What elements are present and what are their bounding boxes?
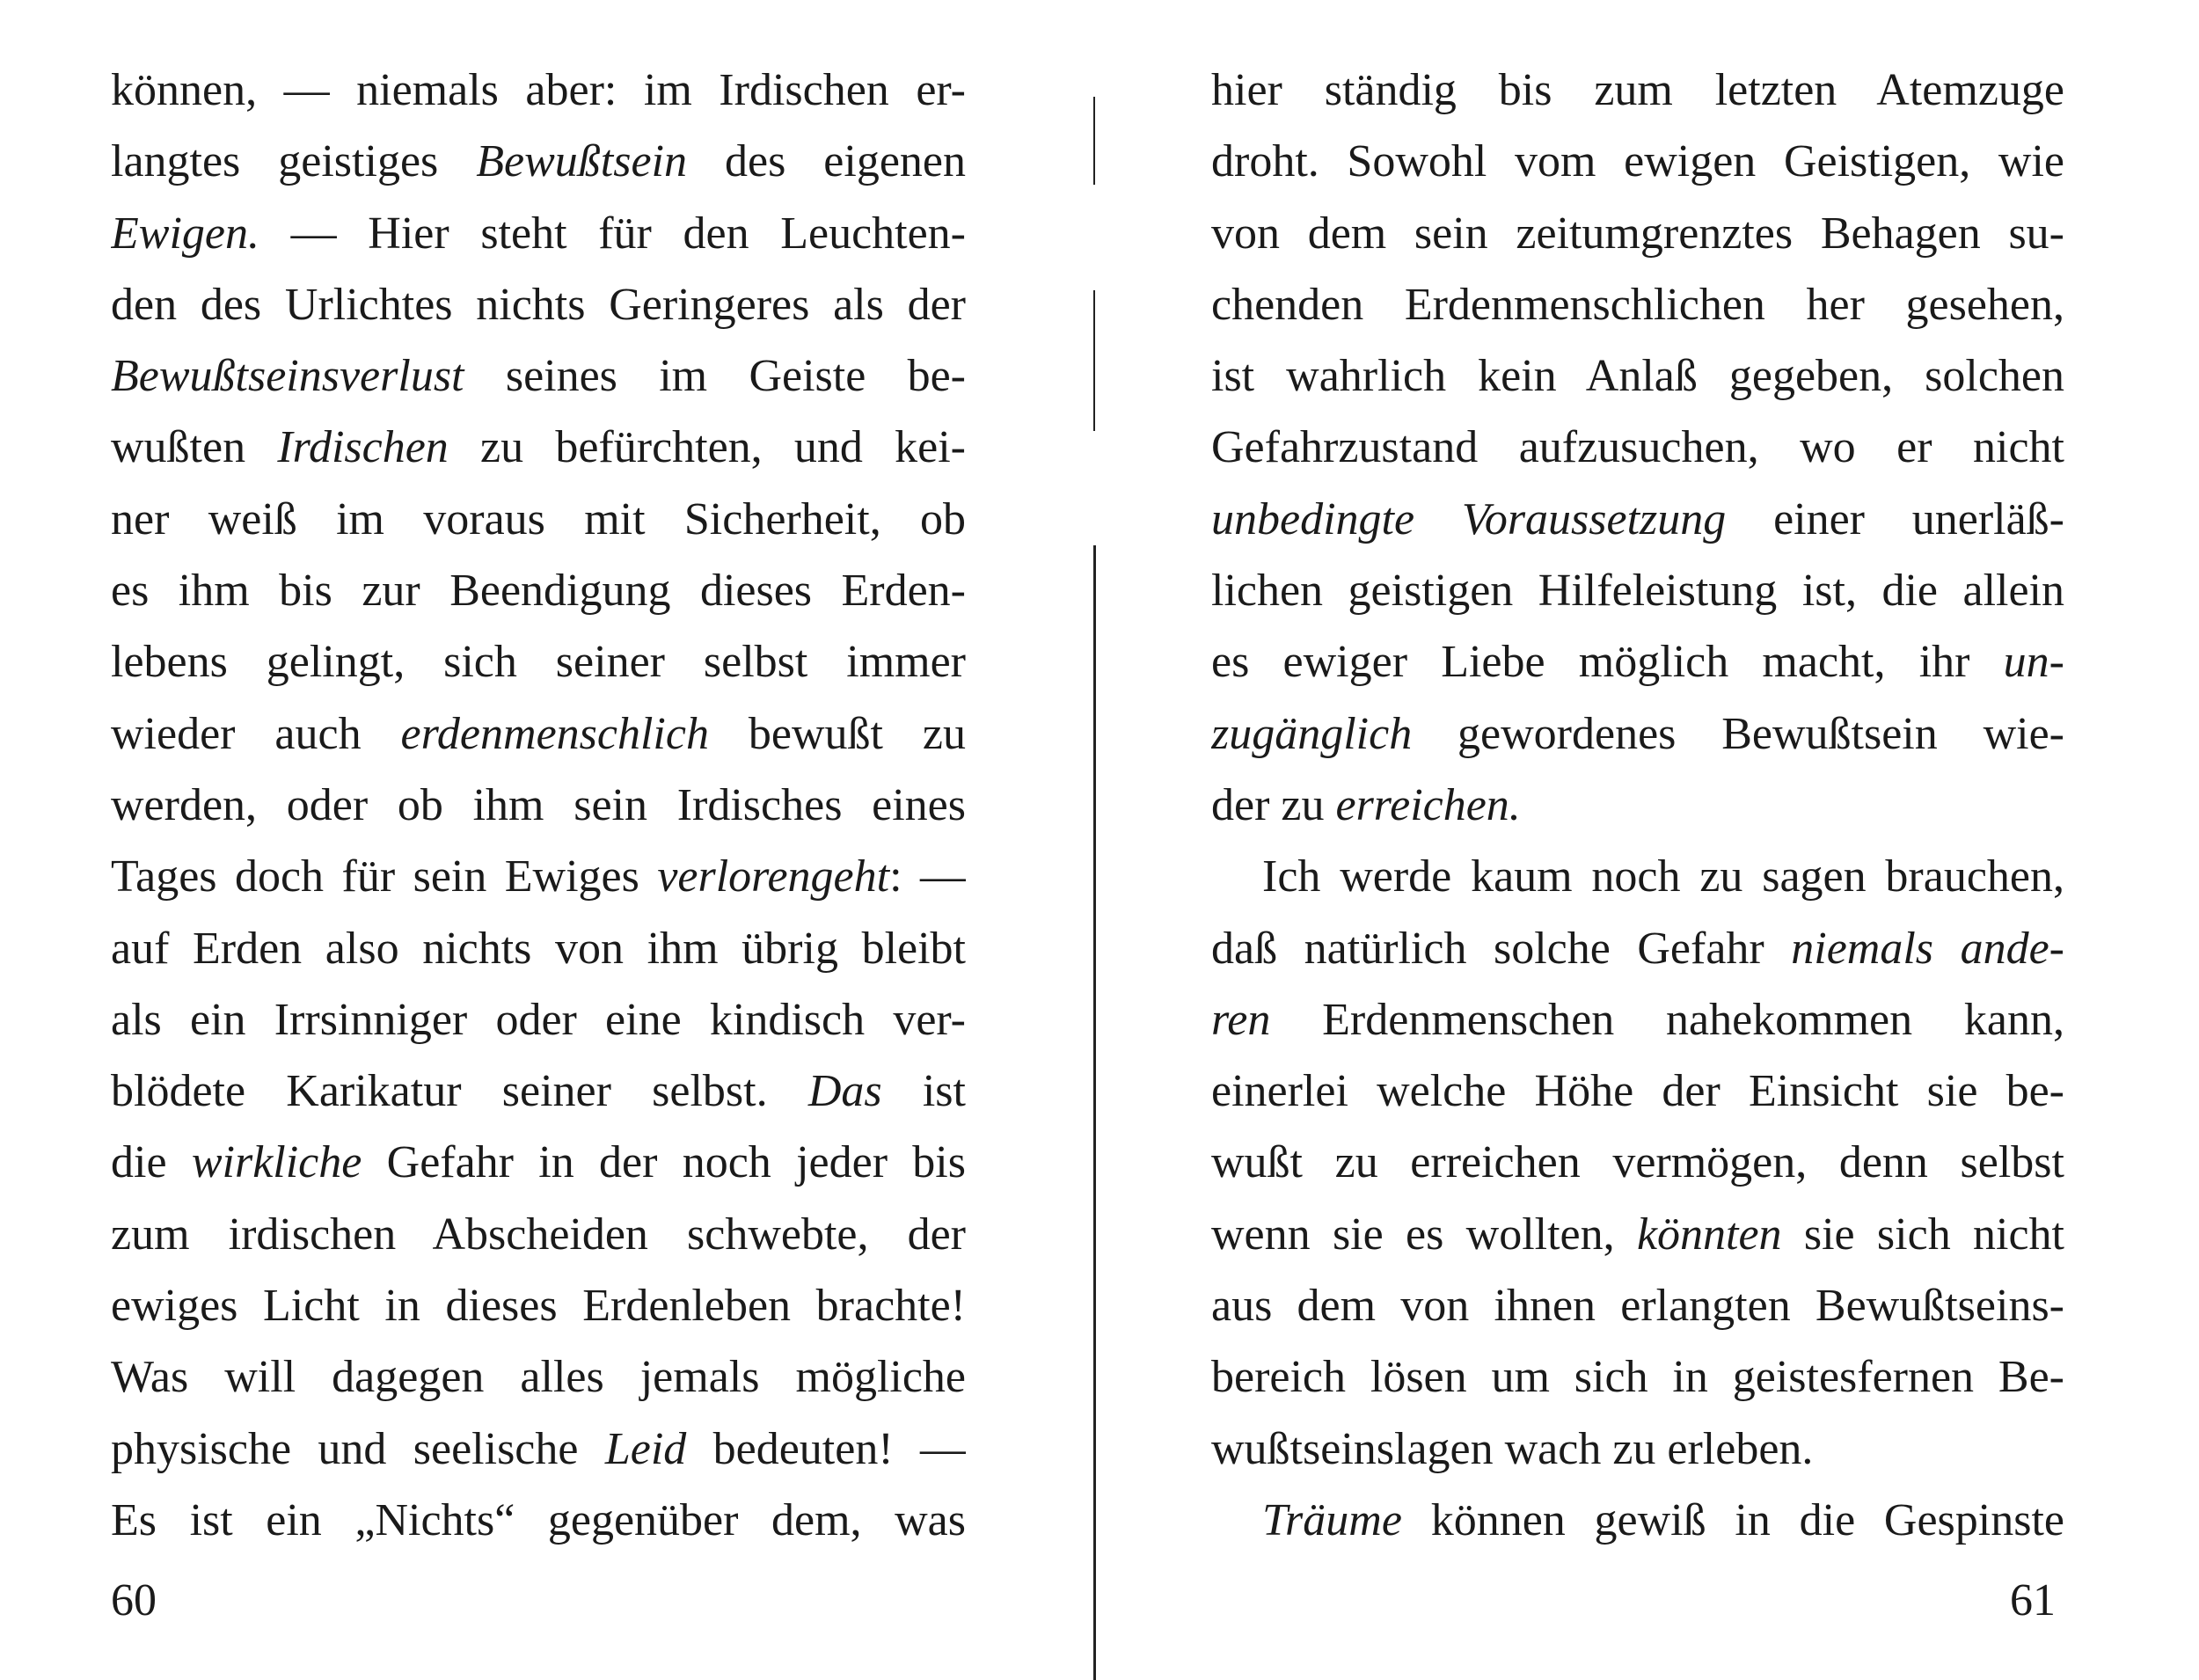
text-run: wußtseinslagen wach zu erleben. (1211, 1423, 1814, 1474)
text-line (1211, 626, 2064, 698)
text-run: sie sich nicht (1781, 1209, 2064, 1260)
text-run: einerlei welche Höhe der Einsicht sie be- (1211, 1066, 2064, 1117)
text-run: hier ständig bis zum letzten Atemzuge (1211, 65, 2064, 115)
emphasis-text: ren (1211, 994, 1271, 1045)
text-line (1211, 1127, 2064, 1198)
text-line (1211, 1199, 2064, 1270)
emphasis-text: Träume (1262, 1494, 1402, 1545)
text-run: Was will dagegen alles jemals mögliche (111, 1352, 966, 1403)
right-page-text (1211, 55, 2064, 1556)
left-page (0, 0, 1095, 1680)
emphasis-text: Ewigen. (111, 208, 259, 259)
text-line (111, 1055, 966, 1127)
text-run: den des Urlichtes nichts Geringeres als der (111, 279, 966, 330)
text-line (111, 55, 966, 126)
text-run: es ewiger Liebe möglich macht, ihr (1211, 637, 2004, 688)
text-line (1211, 55, 2064, 126)
text-run: Es ist ein „Nichts“ gegenüber dem, was (111, 1494, 966, 1545)
text-run: droht. Sowohl vom ewigen Geistigen, wie (1211, 136, 2064, 187)
text-line (111, 1485, 966, 1556)
text-run: als ein Irrsinniger oder eine kindisch ver- (111, 994, 966, 1045)
right-page (1095, 0, 2199, 1680)
text-line (1211, 698, 2064, 770)
text-line (111, 1413, 966, 1485)
emphasis-text: zugänglich (1211, 708, 1413, 759)
text-run: langtes geistiges (111, 136, 477, 187)
text-run: seines im Geiste be- (464, 351, 966, 402)
text-run: des eigenen (687, 136, 966, 187)
text-run: können gewiß in die Gespinste (1401, 1494, 2064, 1545)
text-run: bedeuten! — (686, 1423, 966, 1474)
text-line (1211, 1413, 2064, 1485)
text-line (1211, 984, 2064, 1055)
left-page-text (111, 55, 966, 1556)
text-line (111, 1199, 966, 1270)
text-run: ewiges Licht in dieses Erdenleben brachte! (111, 1281, 966, 1332)
text-run: — Hier steht für den Leuchten- (259, 208, 966, 259)
text-line (1211, 770, 2064, 841)
text-run: Ich werde kaum noch zu sagen brauchen, (1262, 851, 2064, 902)
text-line (1211, 269, 2064, 340)
text-run: gewordenes Bewußtsein wie- (1412, 708, 2064, 759)
text-run: der zu (1211, 779, 1336, 830)
text-run: die (111, 1137, 192, 1188)
text-line (111, 1127, 966, 1198)
text-line (111, 770, 966, 841)
text-line (111, 913, 966, 984)
emphasis-text: un- (2003, 637, 2064, 688)
text-line (111, 698, 966, 770)
text-line (1211, 126, 2064, 197)
text-run: wieder auch (111, 708, 401, 759)
text-line (111, 984, 966, 1055)
text-run: wußt zu erreichen vermögen, denn selbst (1211, 1137, 2064, 1188)
text-line (111, 1270, 966, 1341)
emphasis-text: Das (807, 1066, 882, 1117)
text-run: lichen geistigen Hilfeleistung ist, die allein (1211, 566, 2064, 617)
text-run: wußten (111, 422, 278, 473)
text-line (1211, 340, 2064, 412)
text-run: ner weiß im voraus mit Sicherheit, ob (111, 493, 966, 544)
text-run: auf Erden also nichts von ihm übrig bleibt (111, 923, 966, 974)
text-run: können, — niemals aber: im Irdischen er- (111, 65, 966, 115)
text-run: lebens gelingt, sich seiner selbst immer (111, 637, 966, 688)
text-run: blödete Karikatur seiner selbst. (111, 1066, 808, 1117)
text-run: zum irdischen Abscheiden schwebte, der (111, 1209, 966, 1260)
emphasis-text: verlorengeht (657, 851, 890, 902)
text-run: chenden Erdenmenschlichen her gesehen, (1211, 279, 2064, 330)
text-line (111, 340, 966, 412)
text-line (111, 841, 966, 912)
text-line (111, 1341, 966, 1413)
left-page-number: 60 (111, 1575, 157, 1625)
text-run: zu befürchten, und kei- (448, 422, 966, 473)
text-line (111, 412, 966, 483)
text-line (1211, 555, 2064, 626)
text-line (111, 126, 966, 197)
text-run: Tages doch für sein Ewiges (111, 851, 658, 902)
text-run: Gefahrzustand aufzusuchen, wo er nicht (1211, 422, 2064, 473)
text-line (111, 198, 966, 269)
text-run: ist (881, 1066, 966, 1117)
emphasis-text: Bewußtsein (476, 136, 687, 187)
text-line (111, 484, 966, 555)
text-line (1211, 1055, 2064, 1127)
text-run: aus dem von ihnen erlangten Bewußtseins- (1211, 1281, 2064, 1332)
text-line (1211, 484, 2064, 555)
text-line (1211, 1341, 2064, 1413)
text-run: werden, oder ob ihm sein Irdisches eines (111, 779, 966, 830)
text-run: es ihm bis zur Beendigung dieses Erden- (111, 566, 966, 617)
text-line (111, 269, 966, 340)
emphasis-text: wirkliche (191, 1137, 362, 1188)
text-line (1211, 1270, 2064, 1341)
emphasis-text: niemals ande- (1791, 923, 2064, 974)
text-run: einer unerläß- (1726, 493, 2064, 544)
text-run: bereich lösen um sich in geistesfernen Be- (1211, 1352, 2064, 1403)
text-run: daß natürlich solche Gefahr (1211, 923, 1792, 974)
text-run: bewußt zu (708, 708, 966, 759)
text-line (1211, 412, 2064, 483)
text-run: : — (889, 851, 966, 902)
text-run: wenn sie es wollten, (1211, 1209, 1637, 1260)
text-line (1211, 913, 2064, 984)
text-line (1211, 198, 2064, 269)
emphasis-text: könnten (1636, 1209, 1782, 1260)
emphasis-text: Irdischen (277, 422, 449, 473)
emphasis-text: erdenmenschlich (400, 708, 709, 759)
text-line (1211, 841, 2064, 912)
text-run: Erdenmenschen nahekommen kann, (1270, 994, 2064, 1045)
text-line (111, 626, 966, 698)
emphasis-text: Leid (604, 1423, 687, 1474)
emphasis-text: erreichen. (1335, 779, 1521, 830)
text-run: physische und seelische (111, 1423, 605, 1474)
text-line (1211, 1485, 2064, 1556)
emphasis-text: unbedingte Voraussetzung (1211, 493, 1727, 544)
emphasis-text: Bewußtseinsverlust (111, 351, 464, 402)
right-page-number: 61 (2010, 1575, 2056, 1625)
text-run: Gefahr in der noch jeder bis (362, 1137, 966, 1188)
text-line (111, 555, 966, 626)
text-run: von dem sein zeitumgrenztes Behagen su- (1211, 208, 2064, 259)
text-run: ist wahrlich kein Anlaß gegeben, solchen (1211, 351, 2064, 402)
